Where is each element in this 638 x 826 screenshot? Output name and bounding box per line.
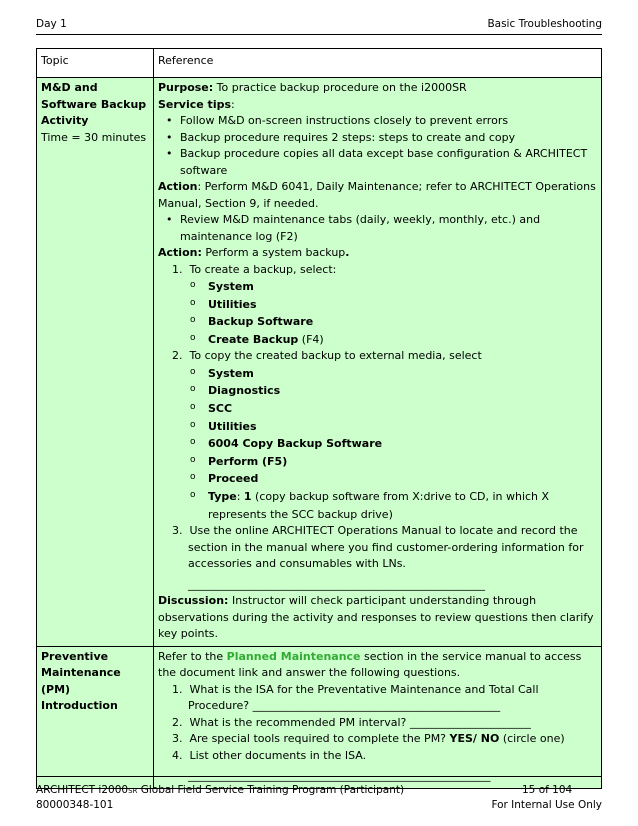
header-day: Day 1 [36,18,67,30]
table-row [37,78,602,647]
step-text: To copy the created backup to external media, select [189,349,482,363]
list-item [208,331,597,349]
reference-cell [154,78,602,647]
question-item [172,715,597,732]
footer-program [36,783,404,798]
step-number: 2. [172,349,183,363]
purpose-text: To practice backup procedure on the i2000SR [216,81,467,94]
menu-path-list [188,365,597,523]
step-record-section [172,523,597,593]
menu-item-label: System [208,366,254,380]
step-copy-backup [172,348,597,523]
table-header-row [37,49,602,78]
reference-cell [154,646,602,788]
list-item [208,418,597,436]
action-maintenance [158,179,597,212]
question-number: 1. [172,682,183,696]
pm-intro-text [158,649,597,682]
menu-item-label: Utilities [208,419,257,433]
topic-title: M&D and Software Backup Activity [41,81,147,127]
discussion-text: Instructor will check participant understanding through observations during the activity and responses to review questions then clarify key points. [158,594,594,641]
menu-item-label: Backup Software [208,315,314,329]
action-period: . [345,246,350,259]
document-number: 80000348-101 [36,799,114,811]
topic-cell [37,78,154,647]
program-description: Global Field Service Training Program (Participant) [137,784,405,796]
pm-questions [158,682,597,785]
footer-row [36,783,602,798]
menu-item-label: Perform (F5) [208,454,288,468]
intro-text: Refer to the [158,649,227,663]
list-item: • Follow M&D on-screen instructions closely to prevent errors [180,113,597,130]
table-row [37,646,602,788]
list-item: • Backup procedure requires 2 steps: steps to create and copy [180,130,597,147]
step-number: 3. [172,524,183,538]
activity-table [36,48,602,789]
question-number: 3. [172,732,183,746]
list-item [208,313,597,331]
list-item [208,435,597,453]
topic-column-header: Topic [37,49,154,78]
service-tips-colon: : [231,97,235,111]
menu-item-label: Proceed [208,472,259,486]
page-footer [36,776,602,813]
list-item [208,278,597,296]
header-section-title: Basic Troubleshooting [487,18,602,30]
action-bullets [158,212,597,245]
list-item [208,488,597,523]
action-label: Action [158,180,198,193]
question-text: What is the recommended PM interval? ______________________ [189,715,531,729]
step-text: Use the online ARCHITECT Operations Manual to locate and record the section in the manual where you find customer-ordering information for accessories and consumables with LNs. [188,524,584,571]
list-item: • Backup procedure copies all data except base configuration & ARCHITECT software [180,146,597,179]
list-item [208,453,597,471]
list-item: • Review M&D maintenance tabs (daily, weekly, monthly, etc.) and maintenance log (F2) [180,212,597,245]
menu-path-list [188,278,597,348]
list-item [208,382,597,400]
service-tips-heading [158,97,597,114]
step-text: To create a backup, select: [189,262,337,276]
question-number: 4. [172,748,183,762]
question-text: List other documents in the ISA. [189,748,367,762]
menu-item-label: SCC [208,402,233,416]
menu-item-label: Create Backup [208,332,299,346]
action-backup [158,245,597,262]
purpose-label: Purpose: [158,81,214,94]
menu-item-colon: : [236,490,244,504]
program-suffix: SR [128,787,138,795]
question-text: What is the ISA for the Preventative Maintenance and Total Call Procedure? _____________________________________________ [188,682,539,713]
list-item [208,400,597,418]
list-item [208,365,597,383]
action-text: Perform a system backup [205,246,346,259]
menu-item-label: System [208,280,254,293]
menu-item-label: Diagnostics [208,384,281,398]
step-number: 1. [172,262,183,276]
menu-item-label: Utilities [208,297,257,311]
topic-cell [37,646,154,788]
list-item [208,470,597,488]
usage-notice: For Internal Use Only [491,799,602,811]
question-text: Are special tools required to complete the PM? [189,732,450,746]
menu-item-label: Type [208,490,237,504]
discussion-note [158,593,597,643]
menu-item-label: 6004 Copy Backup Software [208,437,383,451]
type-value: 1 [243,490,252,504]
reference-column-header: Reference [154,49,602,78]
backup-steps [158,262,597,594]
question-item [172,731,597,748]
planned-maintenance-link[interactable]: Planned Maintenance [226,649,361,663]
footer-row [36,798,602,813]
topic-title: Preventive Maintenance (PM) Introduction [41,649,121,713]
topic-time: Time = 30 minutes [41,130,147,144]
service-tips-label: Service tips [158,97,232,111]
menu-item-suffix: (copy backup software from X:drive to CD, in which X represents the SCC backup drive) [208,490,550,521]
purpose-line [158,80,597,97]
step-create-backup [172,262,597,349]
intro-text: section in the service manual to access the document link and answer the following questions. [158,649,582,680]
program-name: ARCHITECT i2000 [36,784,129,796]
question-number: 2. [172,715,183,729]
discussion-label: Discussion: [158,594,229,608]
service-tips-list [158,113,597,179]
action-label: Action: [158,246,202,259]
page-number: 15 of 104 [522,784,573,796]
question-item [172,682,597,715]
answer-blank: _______________________________________________________ [188,769,491,783]
page-header [36,18,602,35]
menu-item-suffix: (F4) [298,332,324,346]
list-item [208,296,597,314]
yes-no-choice: YES/ NO [449,732,500,746]
answer-blank: ______________________________________________________ [188,577,485,591]
action-text: : Perform M&D 6041, Daily Maintenance; refer to ARCHITECT Operations Manual, Section 9, if needed. [158,180,596,210]
question-suffix: (circle one) [499,732,565,746]
